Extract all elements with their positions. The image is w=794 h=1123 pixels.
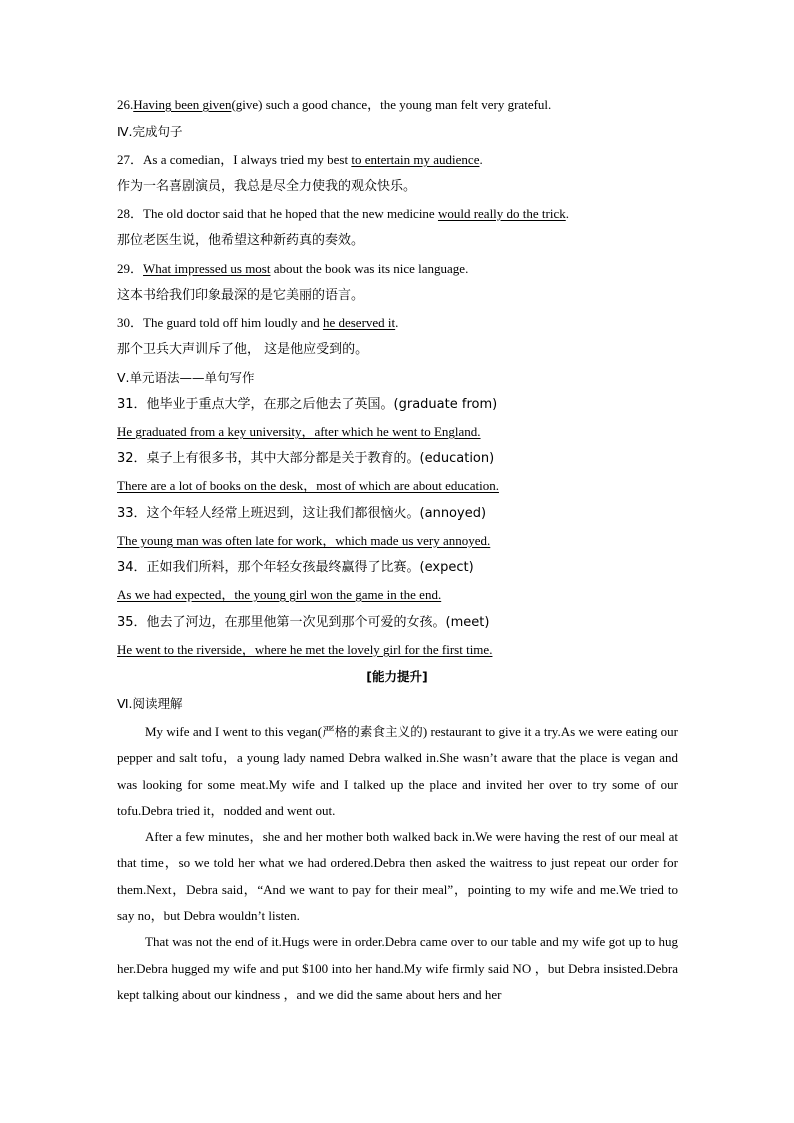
reading-paragraph-1: My wife and I went to this vegan(严格的素食主义的) restaurant to give it a try.As we were eating our pepper and salt tofu，a young lady named Debra walked in.She wasn’t aware that the place is vegan and was looking for some meat.My wife and I talked up the place and invited her over to try some of our tofu.Debra tried it，nodded and went out. xyxy=(117,724,678,818)
answer-29: What impressed us most xyxy=(143,261,271,276)
answer-30: he deserved it xyxy=(322,315,396,330)
item-32-answer: There are a lot of books on the desk，most of which are about education. xyxy=(117,478,499,493)
section-5-title: Ⅴ.单元语法——单句写作 xyxy=(117,370,255,385)
section-6-title: Ⅵ.阅读理解 xyxy=(117,696,183,711)
item-34-prompt: 34．正如我们所料，那个年轻女孩最终赢得了比赛。(expect) xyxy=(117,560,474,575)
item-29: 29．What impressed us most about the book was its nice language. xyxy=(117,261,469,276)
item-35-answer: He went to the riverside，where he met the lovely girl for the first time. xyxy=(117,642,493,657)
answer-26: Having been given xyxy=(133,97,232,112)
item-27: 27．As a comedian，I always tried my best to entertain my audience. xyxy=(117,152,483,167)
item-28: 28．The old doctor said that he hoped that the new medicine would really do the trick. xyxy=(117,206,570,221)
item-26: 26.Having been given(give) such a good chance，the young man felt very grateful. xyxy=(117,97,552,112)
item-31-prompt: 31．他毕业于重点大学，在那之后他去了英国。(graduate from) xyxy=(117,397,498,412)
answer-27: to entertain my audience xyxy=(351,152,480,167)
section-4-title: Ⅳ.完成句子 xyxy=(117,124,183,139)
item-31-answer: He graduated from a key university，after which he went to England. xyxy=(117,424,481,439)
item-35-prompt: 35．他去了河边，在那里他第一次见到那个可爱的女孩。(meet) xyxy=(117,615,490,630)
answer-28: would really do the trick xyxy=(437,206,566,221)
item-33-prompt: 33．这个年轻人经常上班迟到，这让我们都很恼火。(annoyed) xyxy=(117,506,487,521)
reading-passage xyxy=(117,719,678,1008)
ability-heading: [能力提升] xyxy=(366,669,428,684)
item-33-answer: The young man was often late for work，which made us very annoyed. xyxy=(117,533,491,548)
item-30: 30．The guard told off him loudly and he deserved it. xyxy=(117,315,399,330)
item-32-prompt: 32．桌子上有很多书，其中大部分都是关于教育的。(education) xyxy=(117,451,495,466)
item-34-answer: As we had expected，the young girl won the game in the end. xyxy=(117,587,442,602)
reading-paragraph-3: That was not the end of it.Hugs were in order.Debra came over to our table and my wife got up to hug her.Debra hugged my wife and put $100 into her hand.My wife firmly said NO ，but Debra insisted.Debra kept talking about our kindness ，and we did the same about hers and her xyxy=(117,934,678,1002)
item-27-translation: 作为一名喜剧演员，我总是尽全力使我的观众快乐。 xyxy=(117,179,417,194)
item-28-translation: 那位老医生说，他希望这种新药真的奏效。 xyxy=(117,233,365,248)
item-29-translation: 这本书给我们印象最深的是它美丽的语言。 xyxy=(117,288,365,303)
reading-paragraph-2: After a few minutes，she and her mother both walked back in.We were having the rest of our meal at that time，so we told her what we had ordered.Debra then asked the waitress to just repeat our order for them.Next，Debra said，“And we want to pay for their meal”，pointing to my wife and me.We tried to say no，but Debra wouldn’t listen. xyxy=(117,829,678,924)
item-30-translation: 那个卫兵大声训斥了他， 这是他应受到的。 xyxy=(117,342,369,357)
